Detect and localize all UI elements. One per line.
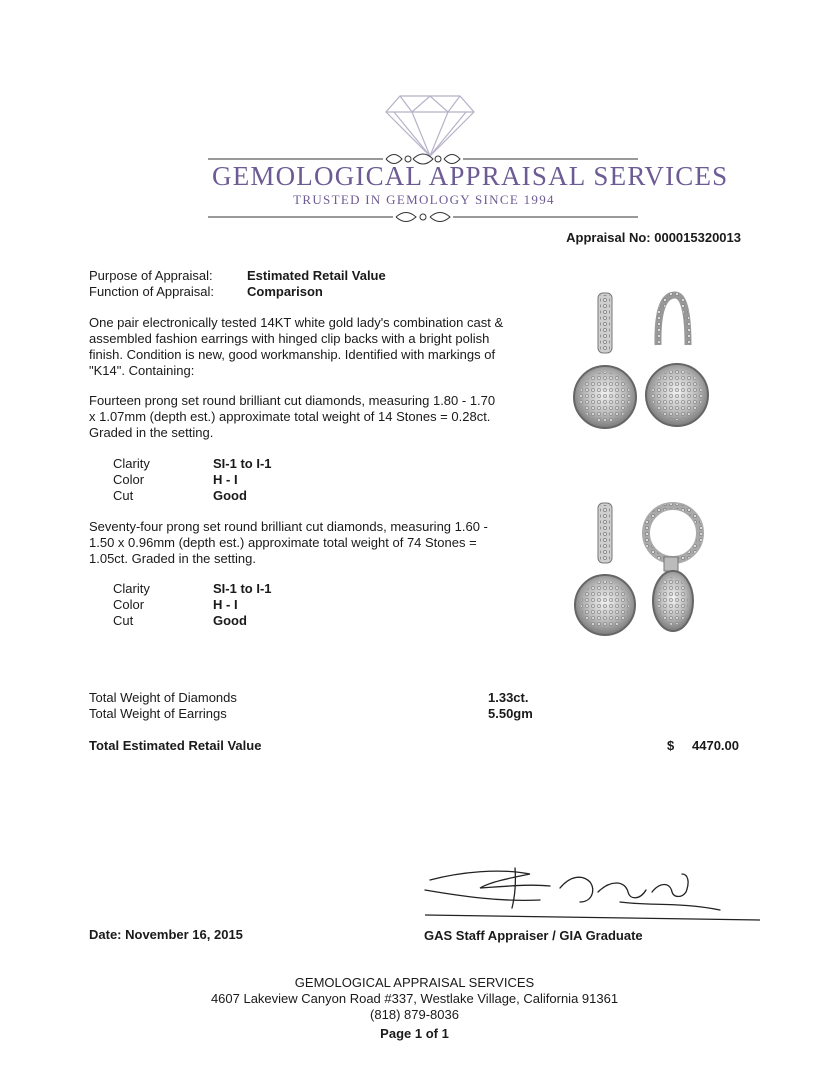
company-tagline: TRUSTED IN GEMOLOGY SINCE 1994 <box>293 192 555 207</box>
stone-2-description: Seventy-four prong set round brilliant cut diamonds, measuring 1.60 - 1.50 x 0.96mm (depth est.) approximate total weight of 74 Stones = 1.05ct. Graded in the setting. <box>89 519 488 566</box>
stone-2-clarity-label: Clarity <box>113 581 150 596</box>
stone-1-cut-value: Good <box>213 488 247 503</box>
stone-2-clarity-value: SI-1 to I-1 <box>213 581 272 596</box>
appraiser-signature <box>420 862 765 924</box>
earring-photo-side <box>560 495 735 640</box>
appraiser-title: GAS Staff Appraiser / GIA Graduate <box>424 928 643 943</box>
stone-2-color-value: H - I <box>213 597 238 612</box>
stone-2-color-label: Color <box>113 597 145 612</box>
item-description: One pair electronically tested 14KT white gold lady's combination cast & assembled fashion earrings with hinged clip backs with a bright polish finish. Condition is new, good workmanship. Identified with markings of "K14". Containing: <box>89 315 504 378</box>
earring-photo-front <box>560 285 735 430</box>
stone-1-color-label: Color <box>113 472 145 487</box>
stone-1-color-value: H - I <box>213 472 238 487</box>
company-logo-title: GEMOLOGICAL APPRAISAL SERVICES <box>212 161 729 191</box>
stone-1-clarity-label: Clarity <box>113 456 150 471</box>
stone-2-cut-label: Cut <box>113 613 134 628</box>
function-value: Comparison <box>247 284 323 299</box>
footer-company: GEMOLOGICAL APPRAISAL SERVICES <box>294 975 535 990</box>
footer-phone: (818) 879-8036 <box>370 1007 459 1022</box>
stone-1-clarity-value: SI-1 to I-1 <box>213 456 272 471</box>
page-number: Page 1 of 1 <box>380 1026 449 1041</box>
total-retail-label: Total Estimated Retail Value <box>89 738 262 753</box>
function-label: Function of Appraisal: <box>89 284 215 299</box>
stone-1-description: Fourteen prong set round brilliant cut diamonds, measuring 1.80 - 1.70 x 1.07mm (depth est.) approximate total weight of 14 Stones = 0.28ct. Graded in the setting. <box>89 393 496 440</box>
appraisal-number: Appraisal No: 000015320013 <box>566 230 741 245</box>
total-retail-value: 4470.00 <box>692 738 739 753</box>
bottom-ornament-rule <box>208 206 638 228</box>
total-diamonds-label: Total Weight of Diamonds <box>89 690 237 705</box>
purpose-label: Purpose of Appraisal: <box>89 268 213 283</box>
currency-symbol: $ <box>667 738 675 753</box>
purpose-value: Estimated Retail Value <box>247 268 386 283</box>
stone-1-cut-label: Cut <box>113 488 134 503</box>
footer-address: 4607 Lakeview Canyon Road #337, Westlake Village, California 91361 <box>210 991 619 1006</box>
stone-2-cut-value: Good <box>213 613 247 628</box>
total-diamonds-value: 1.33ct. <box>488 690 529 705</box>
appraisal-date: Date: November 16, 2015 <box>89 927 243 942</box>
total-earrings-value: 5.50gm <box>488 706 533 721</box>
total-earrings-label: Total Weight of Earrings <box>89 706 227 721</box>
